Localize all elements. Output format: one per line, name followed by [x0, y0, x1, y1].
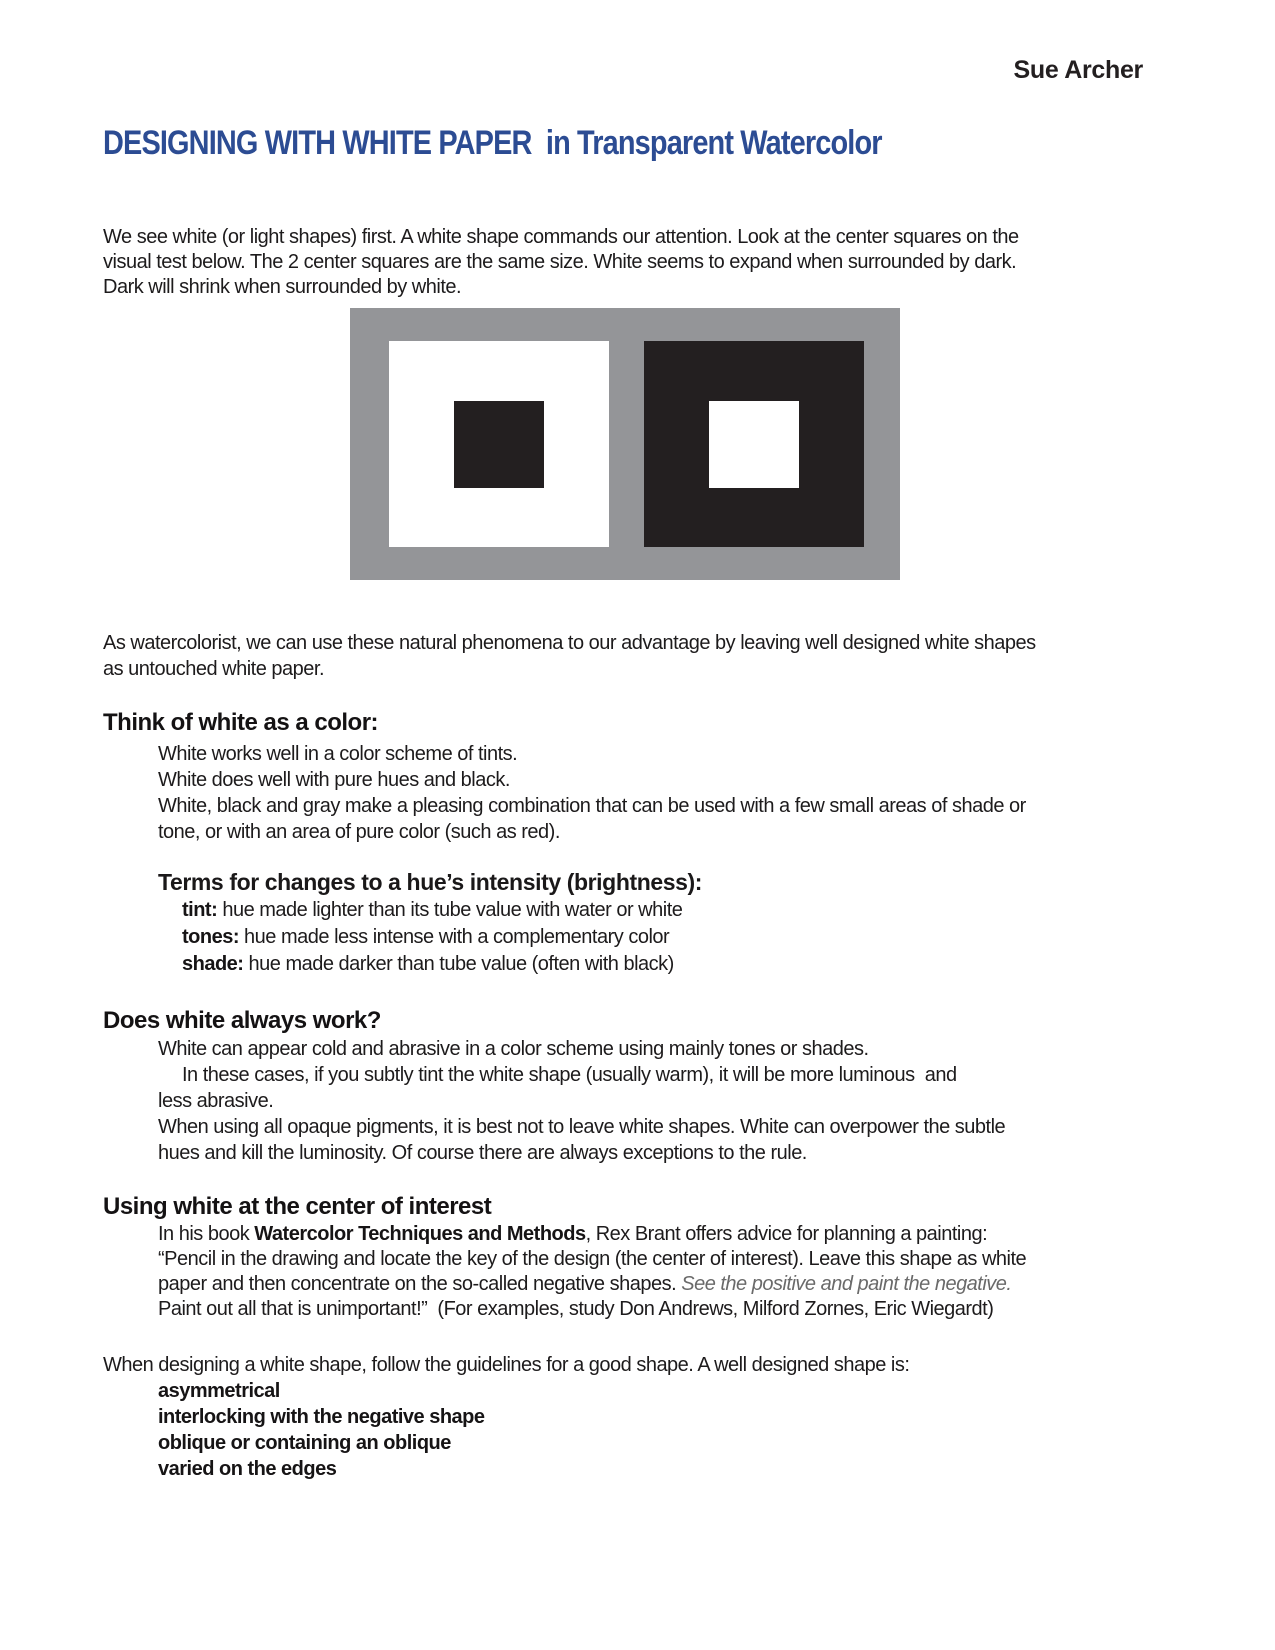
guideline-item: varied on the edges — [158, 1458, 337, 1480]
term-definition — [103, 924, 1172, 951]
white-ground-square — [389, 341, 609, 547]
terms-list — [103, 897, 1172, 978]
intro-paragraph — [103, 225, 1172, 300]
dark-ground-square — [644, 341, 864, 547]
term-definition — [103, 951, 1172, 978]
text-line: tone, or with an area of pure color (such as red). — [158, 821, 560, 843]
section-heading-does-white-work: Does white always work? — [103, 1007, 381, 1034]
text-line: In these cases, if you subtly tint the white shape (usually warm), it will be more luminous and — [182, 1064, 957, 1086]
text-line — [103, 1272, 1172, 1297]
does-white-work-paragraph — [103, 1036, 1172, 1166]
text-line: less abrasive. — [158, 1090, 274, 1112]
section-heading-using-white: Using white at the center of interest — [103, 1193, 492, 1220]
text-line: When using all opaque pigments, it is best not to leave white shapes. White can overpower the subtle — [158, 1116, 1006, 1138]
book-title: Watercolor Techniques and Methods — [254, 1223, 586, 1245]
term-text: hue made less intense with a complementary color — [239, 926, 670, 948]
using-white-paragraph — [103, 1222, 1172, 1322]
text-run: , Rex Brant offers advice for planning a painting: — [585, 1223, 988, 1245]
text-line: Paint out all that is unimportant!” (For examples, study Don Andrews, Milford Zornes, Eric Wiegardt) — [158, 1298, 994, 1320]
text-line: hues and kill the luminosity. Of course there are always exceptions to the rule. — [158, 1142, 807, 1164]
page-title: DESIGNING WITH WHITE PAPER in Transparent Watercolor — [103, 124, 882, 162]
text-line: White, black and gray make a pleasing combination that can be used with a few small areas of shade or — [158, 795, 1026, 817]
text-line: We see white (or light shapes) first. A white shape commands our attention. Look at the center squares on the — [103, 226, 1019, 248]
text-line: When designing a white shape, follow the guidelines for a good shape. A well designed shape is: — [103, 1354, 910, 1376]
guidelines-intro — [103, 1352, 1172, 1378]
term-label: tones: — [182, 926, 239, 948]
text-line: Dark will shrink when surrounded by white. — [103, 276, 462, 298]
italic-quote: See the positive and paint the negative. — [681, 1273, 1012, 1295]
text-run: paper and then concentrate on the so-called negative shapes. — [158, 1273, 682, 1295]
think-of-white-list — [103, 741, 1172, 845]
term-text: hue made darker than tube value (often with black) — [243, 953, 674, 975]
text-line: White can appear cold and abrasive in a color scheme using mainly tones or shades. — [158, 1038, 869, 1060]
text-line: As watercolorist, we can use these natural phenomena to our advantage by leaving well designed white shapes — [103, 632, 1036, 654]
author-name: Sue Archer — [1013, 56, 1143, 84]
guidelines-list — [103, 1378, 1172, 1482]
text-line: White works well in a color scheme of tints. — [158, 743, 518, 765]
term-definition — [103, 897, 1172, 924]
white-center-square — [709, 401, 799, 488]
guideline-item: asymmetrical — [158, 1380, 280, 1402]
guideline-item: oblique or containing an oblique — [158, 1432, 451, 1454]
term-label: tint: — [182, 899, 218, 921]
term-text: hue made lighter than its tube value with water or white — [217, 899, 683, 921]
after-figure-paragraph — [103, 630, 1172, 682]
text-line: as untouched white paper. — [103, 658, 325, 680]
text-run: In his book — [158, 1223, 255, 1245]
section-heading-think-of-white: Think of white as a color: — [103, 709, 379, 736]
guideline-item: interlocking with the negative shape — [158, 1406, 485, 1428]
text-line: visual test below. The 2 center squares are the same size. White seems to expand when surrounded by dark. — [103, 251, 1017, 273]
subheading-terms: Terms for changes to a hue’s intensity (brightness): — [158, 869, 703, 895]
visual-test-figure — [350, 308, 900, 580]
term-label: shade: — [182, 953, 244, 975]
text-line — [103, 1222, 1172, 1247]
text-line: White does well with pure hues and black. — [158, 769, 510, 791]
dark-center-square — [454, 401, 544, 488]
text-line: “Pencil in the drawing and locate the key of the design (the center of interest). Leave this shape as white — [158, 1248, 1027, 1270]
